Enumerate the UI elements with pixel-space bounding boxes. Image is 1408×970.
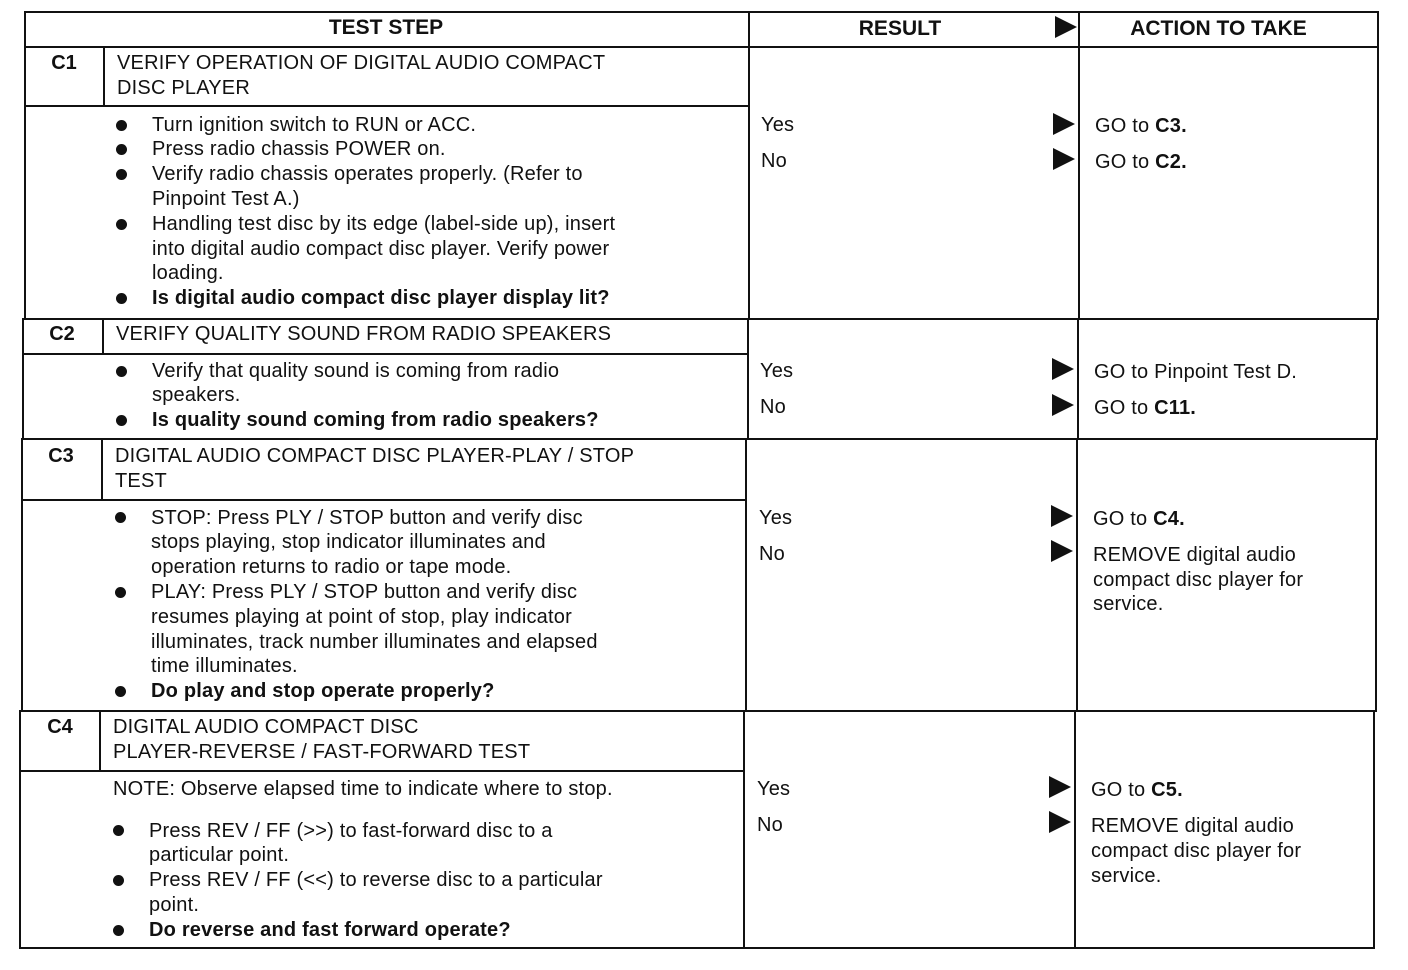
bullet-icon — [115, 587, 126, 598]
result-column-border — [747, 318, 749, 438]
action-yes: GO to Pinpoint Test D. — [1094, 361, 1298, 383]
row-divider-c2 — [24, 318, 1379, 320]
procedure-step: Press REV / FF (<<) to reverse disc to a particular — [149, 869, 603, 891]
procedure-question: Is digital audio compact disc player display lit? — [152, 287, 610, 309]
action-no: REMOVE digital audio — [1091, 815, 1294, 837]
bullet-icon — [116, 219, 127, 230]
procedure-step: particular point. — [149, 844, 290, 866]
procedure-question: Is quality sound coming from radio speakers? — [152, 409, 599, 431]
code-cell-border — [102, 318, 104, 354]
action-yes: GO to C3. — [1095, 115, 1187, 137]
bullet-icon — [113, 875, 124, 886]
result-arrow-icon — [1053, 113, 1075, 135]
row-divider-c3 — [22, 438, 1378, 440]
bullet-icon — [113, 925, 124, 936]
action-column-border — [1076, 438, 1078, 710]
step-title-c3: DIGITAL AUDIO COMPACT DISC PLAYER-PLAY / STOP — [115, 445, 635, 467]
step-code-c1: C1 — [51, 52, 77, 74]
table-left-border — [19, 710, 21, 949]
result-no: No — [759, 543, 785, 565]
procedure-step: loading. — [152, 262, 224, 284]
table-right-border — [1373, 710, 1375, 949]
procedure-step: Press REV / FF (>>) to fast-forward disc to a — [149, 820, 553, 842]
step-title-c2: VERIFY QUALITY SOUND FROM RADIO SPEAKERS — [116, 323, 612, 345]
title-bottom-border — [19, 770, 744, 772]
step-code-c4: C4 — [47, 716, 73, 738]
procedure-step: into digital audio compact disc player. Verify power — [152, 238, 610, 260]
procedure-step: time illuminates. — [151, 655, 298, 677]
bullet-icon — [116, 415, 127, 426]
result-yes: Yes — [759, 507, 793, 529]
action-column-border — [1077, 318, 1079, 438]
bullet-icon — [115, 512, 126, 523]
title-bottom-border — [21, 499, 746, 501]
procedure-step: Pinpoint Test A.) — [152, 188, 300, 210]
table-right-border — [1375, 438, 1377, 710]
procedure-step: Turn ignition switch to RUN or ACC. — [152, 114, 477, 136]
result-arrow-icon — [1052, 394, 1074, 416]
test-step-header: TEST STEP — [328, 16, 444, 39]
bullet-icon — [116, 120, 127, 131]
step-title-c1: DISC PLAYER — [117, 77, 250, 99]
step-code-c2: C2 — [49, 323, 75, 345]
table-right-border — [1377, 11, 1379, 318]
procedure-step: speakers. — [152, 384, 241, 406]
procedure-step: stops playing, stop indicator illuminates and — [151, 531, 546, 553]
header-bottom-border — [24, 46, 1379, 48]
code-cell-border — [103, 46, 105, 106]
bullet-icon — [116, 144, 127, 155]
step-title-c4: PLAYER-REVERSE / FAST-FORWARD TEST — [113, 741, 531, 763]
result-no: No — [761, 150, 787, 172]
step-title-c3: TEST — [115, 470, 167, 492]
procedure-question: Do play and stop operate properly? — [151, 680, 495, 702]
result-yes: Yes — [761, 114, 795, 136]
procedure-step: Handling test disc by its edge (label-side up), insert — [152, 213, 616, 235]
procedure-step: operation returns to radio or tape mode. — [151, 556, 512, 578]
code-cell-border — [101, 438, 103, 500]
procedure-step: illuminates, track number illuminates and elapsed — [151, 631, 598, 653]
action-no: GO to C11. — [1094, 397, 1197, 419]
action-yes: GO to C5. — [1091, 779, 1183, 801]
action-no: compact disc player for — [1091, 840, 1302, 862]
procedure-step: PLAY: Press PLY / STOP button and verify disc — [151, 581, 578, 603]
title-bottom-border — [22, 353, 748, 355]
procedure-note: NOTE: Observe elapsed time to indicate where to stop. — [113, 778, 613, 800]
result-arrow-icon — [1051, 505, 1073, 527]
title-bottom-border — [24, 105, 749, 107]
procedure-step: resumes playing at point of stop, play indicator — [151, 606, 572, 628]
table-top-border — [24, 11, 1379, 13]
result-column-border — [748, 11, 750, 318]
bullet-icon — [115, 686, 126, 697]
result-column-border — [743, 710, 745, 949]
procedure-step: STOP: Press PLY / STOP button and verify disc — [151, 507, 583, 529]
bullet-icon — [116, 293, 127, 304]
action-column-border — [1078, 11, 1080, 318]
result-header: RESULT — [858, 17, 942, 40]
bullet-icon — [116, 169, 127, 180]
step-title-c4: DIGITAL AUDIO COMPACT DISC — [113, 716, 419, 738]
action-no: service. — [1091, 865, 1162, 887]
procedure-step: Press radio chassis POWER on. — [152, 138, 446, 160]
step-title-c1: VERIFY OPERATION OF DIGITAL AUDIO COMPACT — [117, 52, 606, 74]
code-cell-border — [99, 710, 101, 771]
step-code-c3: C3 — [48, 445, 74, 467]
result-arrow-icon — [1053, 148, 1075, 170]
bullet-icon — [116, 366, 127, 377]
action-no: REMOVE digital audio — [1093, 544, 1296, 566]
action-no: service. — [1093, 593, 1164, 615]
action-column-border — [1074, 710, 1076, 949]
result-arrow-icon — [1049, 776, 1071, 798]
result-no: No — [760, 396, 786, 418]
procedure-question: Do reverse and fast forward operate? — [149, 919, 511, 941]
table-right-border — [1376, 318, 1378, 438]
action-no: GO to C2. — [1095, 151, 1187, 173]
result-column-border — [745, 438, 747, 710]
result-arrow-icon — [1051, 540, 1073, 562]
result-no: No — [757, 814, 783, 836]
action-no: compact disc player for — [1093, 569, 1304, 591]
table-bottom-border — [19, 947, 1375, 949]
result-yes: Yes — [760, 360, 794, 382]
procedure-step: Verify radio chassis operates properly. (Refer to — [152, 163, 583, 185]
result-arrow-icon — [1052, 358, 1074, 380]
action-yes: GO to C4. — [1093, 508, 1185, 530]
procedure-step: Verify that quality sound is coming from radio — [152, 360, 560, 382]
row-divider-c4 — [21, 710, 1377, 712]
action-header: ACTION TO TAKE — [1130, 17, 1307, 40]
result-arrow-icon — [1055, 16, 1077, 38]
result-yes: Yes — [757, 778, 791, 800]
result-arrow-icon — [1049, 811, 1071, 833]
table-left-border — [21, 438, 23, 710]
procedure-step: point. — [149, 894, 200, 916]
bullet-icon — [113, 825, 124, 836]
